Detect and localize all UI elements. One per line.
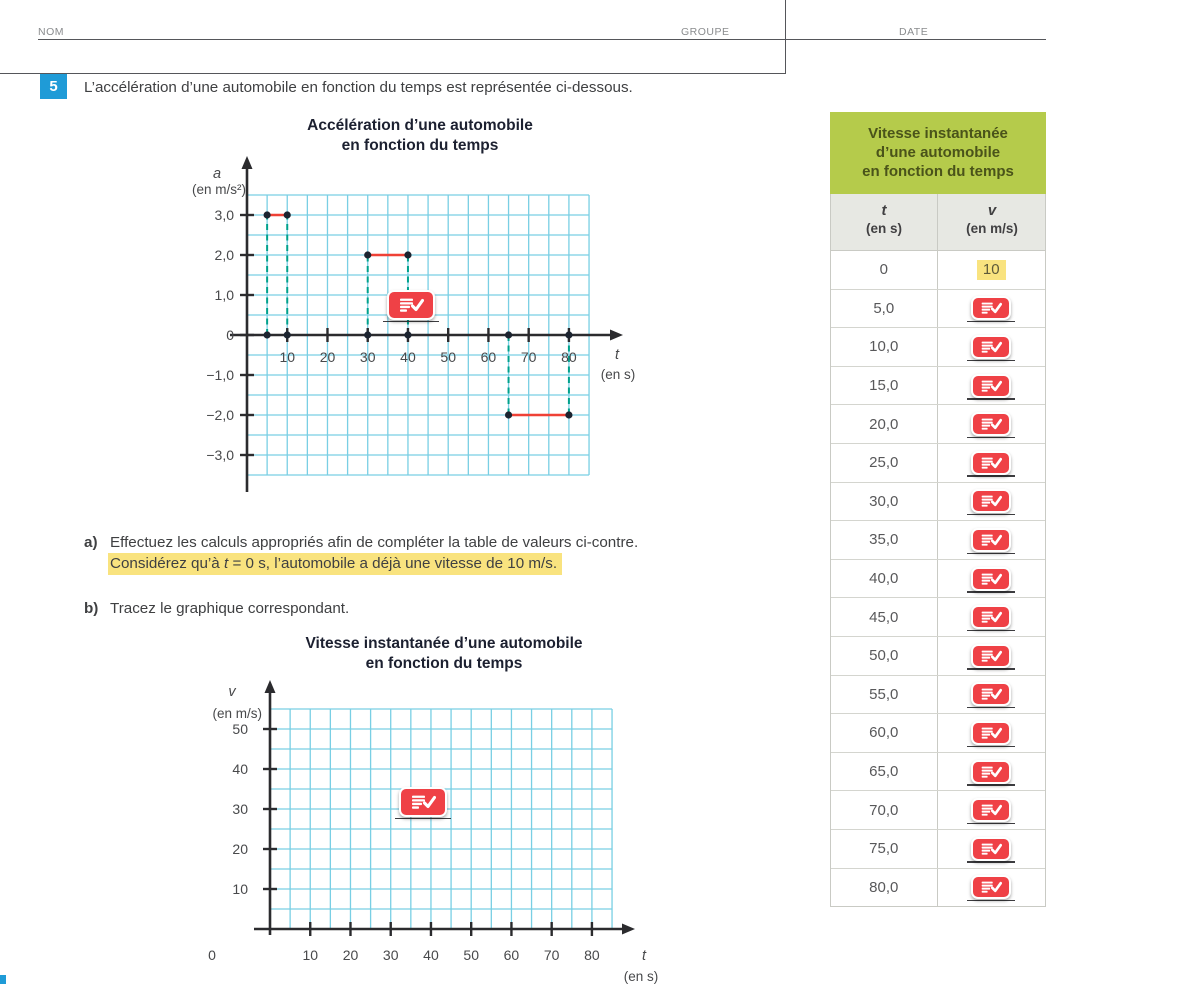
answer-line: [967, 861, 1015, 862]
list-check-icon: [980, 340, 1002, 354]
answer-line: [967, 475, 1015, 476]
t-value: 0: [831, 251, 938, 289]
svg-text:(en s): (en s): [623, 969, 659, 984]
table-row: [831, 559, 1045, 598]
svg-text:en fonction du temps: en fonction du temps: [365, 655, 523, 672]
t-value: 80,0: [831, 869, 938, 907]
v-cell: [938, 521, 1046, 559]
header-divider-vertical: [785, 0, 786, 73]
v-value-highlight: 10: [977, 260, 1006, 280]
svg-text:1,0: 1,0: [214, 287, 234, 303]
v-cell: [938, 444, 1046, 482]
table-row: [831, 752, 1045, 791]
answer-button[interactable]: [971, 682, 1011, 706]
t-value: 25,0: [831, 444, 938, 482]
v-cell: [938, 637, 1046, 675]
answer-line: [395, 818, 451, 819]
svg-text:(en s): (en s): [600, 367, 636, 382]
answer-button[interactable]: [387, 290, 435, 320]
answer-button[interactable]: [971, 412, 1011, 436]
answer-line: [967, 591, 1015, 592]
svg-text:80: 80: [561, 349, 577, 365]
t-value: 40,0: [831, 560, 938, 598]
table-body: [830, 194, 1046, 907]
svg-text:3,0: 3,0: [214, 207, 234, 223]
svg-text:t: t: [614, 347, 620, 363]
answer-line: [967, 398, 1015, 399]
answer-button[interactable]: [971, 837, 1011, 861]
svg-text:50: 50: [232, 721, 248, 737]
table-rows: [831, 251, 1045, 906]
list-check-icon: [980, 726, 1002, 740]
task-a-note: [108, 553, 562, 575]
list-check-icon: [980, 301, 1002, 315]
nom-label: NOM: [38, 26, 64, 38]
table-title: Vitesse instantanée d’une automobile en fonction du temps: [830, 112, 1046, 194]
answer-line: [967, 514, 1015, 515]
t-value: 60,0: [831, 714, 938, 752]
header-writing-line: [38, 39, 1046, 40]
answer-button[interactable]: [971, 296, 1011, 320]
svg-text:−3,0: −3,0: [206, 447, 234, 463]
svg-text:10: 10: [279, 349, 296, 365]
table-row: [831, 636, 1045, 675]
answer-button[interactable]: [971, 721, 1011, 745]
answer-line: [967, 900, 1015, 901]
table-row: [831, 443, 1045, 482]
svg-text:en fonction du temps: en fonction du temps: [341, 137, 499, 154]
t-value: 30,0: [831, 483, 938, 521]
table-row: [831, 327, 1045, 366]
svg-text:20: 20: [342, 947, 359, 963]
velocity-table: [830, 112, 1046, 907]
list-check-icon: [980, 572, 1002, 586]
svg-text:2,0: 2,0: [214, 247, 234, 263]
list-check-icon: [980, 533, 1002, 547]
svg-text:40: 40: [400, 349, 416, 365]
v-cell: [938, 830, 1046, 868]
v-cell: [938, 560, 1046, 598]
list-check-icon: [980, 417, 1002, 431]
t-value: 55,0: [831, 676, 938, 714]
list-check-icon: [980, 649, 1002, 663]
answer-line: [967, 746, 1015, 747]
column-header-t: t (en s): [831, 194, 938, 250]
question-text: L’accélération d’une automobile en fonction du temps est représentée ci-dessous.: [84, 79, 633, 96]
list-check-icon: [980, 842, 1002, 856]
list-check-icon: [980, 880, 1002, 894]
table-row: [831, 597, 1045, 636]
date-label: DATE: [899, 26, 929, 38]
svg-text:−2,0: −2,0: [206, 407, 234, 423]
answer-button[interactable]: [971, 644, 1011, 668]
answer-button[interactable]: [971, 528, 1011, 552]
list-check-icon: [980, 687, 1002, 701]
v-cell: [938, 753, 1046, 791]
svg-text:Vitesse instantanée d’une auto: Vitesse instantanée d’une automobile: [305, 635, 583, 652]
svg-text:Accélération d’une automobile: Accélération d’une automobile: [307, 117, 533, 134]
t-value: 65,0: [831, 753, 938, 791]
svg-text:a: a: [212, 166, 222, 182]
task-b-label: b): [84, 600, 99, 617]
answer-button[interactable]: [971, 451, 1011, 475]
list-check-icon: [980, 456, 1002, 470]
t-value: 20,0: [831, 405, 938, 443]
t-value: 35,0: [831, 521, 938, 559]
v-cell: [938, 328, 1046, 366]
table-row: [831, 868, 1045, 907]
svg-text:20: 20: [232, 841, 248, 857]
table-row: [831, 520, 1045, 559]
table-row: [831, 675, 1045, 714]
question-number-badge: 5: [40, 74, 67, 99]
task-b-text: Tracez le graphique correspondant.: [110, 600, 350, 617]
svg-text:10: 10: [302, 947, 319, 963]
t-value: 50,0: [831, 637, 938, 675]
answer-button[interactable]: [971, 605, 1011, 629]
svg-text:40: 40: [423, 947, 439, 963]
answer-line: [967, 437, 1015, 438]
table-row: [831, 404, 1045, 443]
v-cell: [938, 869, 1046, 907]
answer-line: [967, 553, 1015, 554]
svg-text:50: 50: [440, 349, 456, 365]
column-header-v: v (en m/s): [966, 202, 1018, 236]
t-value: 5,0: [831, 290, 938, 328]
svg-text:80: 80: [584, 947, 600, 963]
answer-button[interactable]: [971, 875, 1011, 899]
table-row: [831, 713, 1045, 752]
v-cell: [938, 483, 1046, 521]
svg-text:30: 30: [382, 947, 399, 963]
v-cell: [938, 290, 1046, 328]
answer-line: [967, 707, 1015, 708]
svg-text:60: 60: [503, 947, 520, 963]
answer-button[interactable]: [399, 787, 447, 817]
t-value: 45,0: [831, 598, 938, 636]
list-check-icon: [980, 803, 1002, 817]
answer-line: [967, 360, 1015, 361]
task-a-label: a): [84, 534, 98, 551]
svg-text:30: 30: [359, 349, 376, 365]
list-check-icon: [980, 494, 1002, 508]
answer-line: [383, 321, 439, 322]
page-corner-mark: [0, 975, 6, 984]
answer-button-velocity-chart[interactable]: [399, 787, 447, 817]
svg-text:−1,0: −1,0: [206, 367, 234, 383]
v-cell: [938, 405, 1046, 443]
svg-text:50: 50: [463, 947, 479, 963]
answer-button[interactable]: [971, 374, 1011, 398]
answer-line: [967, 668, 1015, 669]
list-check-icon: [410, 794, 436, 810]
answer-button[interactable]: [971, 798, 1011, 822]
table-row: [831, 251, 1045, 289]
list-check-icon: [980, 765, 1002, 779]
answer-line: [967, 630, 1015, 631]
answer-button-acceleration-chart[interactable]: [387, 290, 435, 320]
answer-line: [967, 321, 1015, 322]
list-check-icon: [980, 610, 1002, 624]
t-value: 70,0: [831, 791, 938, 829]
svg-text:(en m/s²): (en m/s²): [192, 182, 246, 197]
svg-text:t: t: [641, 948, 647, 964]
svg-text:70: 70: [543, 947, 560, 963]
table-column-headers: [831, 194, 1045, 251]
answer-button[interactable]: [971, 335, 1011, 359]
v-cell: [938, 791, 1046, 829]
table-row: [831, 790, 1045, 829]
svg-text:10: 10: [232, 881, 248, 897]
v-cell: [938, 714, 1046, 752]
task-a-text: Effectuez les calculs appropriés afin de compléter la table de valeurs ci-contre.: [110, 534, 639, 551]
t-value: 75,0: [831, 830, 938, 868]
answer-line: [967, 784, 1015, 785]
table-row: [831, 289, 1045, 328]
table-row: [831, 366, 1045, 405]
answer-line: [967, 823, 1015, 824]
svg-text:30: 30: [232, 801, 248, 817]
groupe-label: GROUPE: [681, 26, 730, 38]
list-check-icon: [980, 379, 1002, 393]
table-row: [831, 482, 1045, 521]
svg-text:v: v: [228, 684, 236, 700]
svg-text:60: 60: [480, 349, 497, 365]
answer-button[interactable]: [971, 567, 1011, 591]
answer-button[interactable]: [971, 489, 1011, 513]
svg-text:0: 0: [226, 327, 234, 343]
header-divider-horizontal: [0, 73, 786, 74]
svg-text:70: 70: [520, 349, 537, 365]
v-cell: [938, 367, 1046, 405]
v-cell: [938, 676, 1046, 714]
svg-text:20: 20: [319, 349, 336, 365]
svg-text:(en m/s): (en m/s): [212, 706, 262, 721]
t-value: 10,0: [831, 328, 938, 366]
t-value: 15,0: [831, 367, 938, 405]
svg-text:0: 0: [208, 947, 216, 963]
svg-text:40: 40: [232, 761, 248, 777]
answer-button[interactable]: [971, 760, 1011, 784]
v-cell: [938, 598, 1046, 636]
v-cell: [938, 251, 1046, 289]
list-check-icon: [398, 297, 424, 313]
task-a-note-highlight: Considérez qu’à t = 0 s, l’automobile a déjà une vitesse de 10 m/s.: [108, 553, 562, 575]
table-row: [831, 829, 1045, 868]
